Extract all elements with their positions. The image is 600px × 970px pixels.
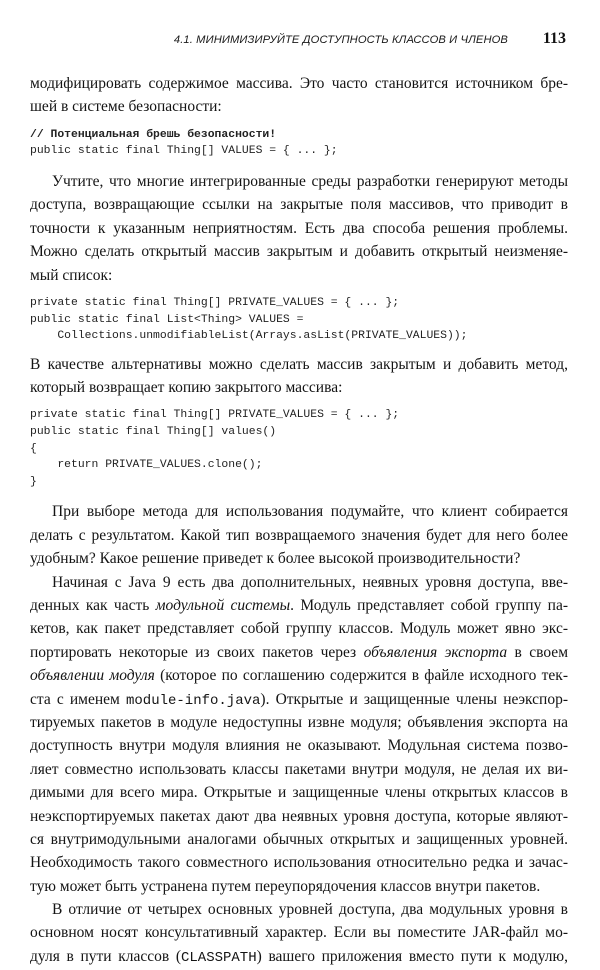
- text-line: При выборе метода для использования подумайте, что клиент собирается: [52, 503, 568, 521]
- text-line: В качестве альтернативы можно сделать массив закрытым и добавить метод,: [30, 355, 568, 373]
- text-line: неэкспортируемых пакетах дают два неявных уровня доступа, которые являют-: [30, 807, 568, 825]
- term-module-declaration: объявлении модуля: [30, 667, 155, 685]
- text-line: точности к указанным неприятностям. Есть два способа решения проблемы.: [30, 219, 568, 237]
- code-line: private static final Thing[] PRIVATE_VALUES = { ... };: [30, 409, 400, 422]
- text-line: модифицировать содержимое массива. Это часто становится источником бре-: [30, 75, 568, 92]
- text-line: шей в системе безопасности:: [30, 98, 222, 116]
- code-line: return PRIVATE_VALUES.clone();: [30, 459, 263, 472]
- code-line: public static final Thing[] VALUES = { ... };: [30, 145, 338, 158]
- text-line: ся внутримодульными аналогами обычных открытых и защищенных уровней.: [30, 830, 568, 848]
- code-classpath: CLASSPATH: [181, 949, 257, 966]
- code-line: }: [30, 475, 37, 488]
- text-line: делать с результатом. Какой тип возвращаемого значения будет для него более: [30, 526, 568, 544]
- text-line: мый список:: [30, 266, 113, 284]
- text-line: портировать некоторые из своих пакетов через объявления экспорта в своем: [30, 643, 568, 661]
- code-line: public static final List<Thing> VALUES =: [30, 313, 304, 326]
- paragraph-intro: [30, 72, 568, 119]
- text-line: объявлении модуля (которое по соглашению содержится в файле исходного тек-: [30, 667, 568, 685]
- text-line: основном носят консультативный характер. Если вы поместите JAR-файл мо-: [30, 924, 568, 942]
- text-line: который возвращает копию закрытого массива:: [30, 379, 343, 397]
- text-line: ляет совместно использовать классы пакетами внутри модуля, не делая их ви-: [30, 760, 568, 778]
- text-line: дуля в пути классов (CLASSPATH) вашего приложения вместо пути к модулю,: [30, 947, 568, 966]
- paragraph-choice: [30, 500, 568, 570]
- code-line: Collections.unmodifiableList(Arrays.asList(PRIVATE_VALUES));: [30, 330, 468, 343]
- page-number: 113: [542, 30, 566, 47]
- code-line: private static final Thing[] PRIVATE_VALUES = { ... };: [30, 296, 400, 309]
- text-line: Необходимость такого совместного использования относительно редка и зачас-: [30, 854, 568, 872]
- term-module-system: модульной системы: [155, 597, 291, 615]
- text-line: удобным? Какое решение приведет к более высокой производительности?: [30, 550, 521, 568]
- running-head: 4.1. МИНИМИЗИРУЙТЕ ДОСТУПНОСТЬ КЛАССОВ И ЧЛЕНОВ: [173, 34, 508, 46]
- code-line: public static final Thing[] values(): [30, 426, 277, 439]
- text-line: В отличие от четырех основных уровней доступа, два модульных уровня в: [52, 901, 568, 919]
- code-comment: // Потенциальная брешь безопасности!: [30, 128, 277, 141]
- paragraph-alternative: [30, 353, 568, 400]
- code-filename: module-info.java: [125, 692, 261, 709]
- paragraph-module-levels: [30, 898, 568, 968]
- text-line: доступность внутри модуля влияния не оказывают. Модульная система позво-: [30, 737, 568, 755]
- code-block-vulnerability: [30, 127, 568, 160]
- text-line: Учтите, что многие интегрированные среды разработки генерируют методы: [52, 172, 568, 190]
- text-line: доступа, возвращающие ссылки на закрытые поля массивов, что приводит в: [30, 196, 568, 214]
- text-line: димыми для всего мира. Открытые и защищенные члены открытых классов в: [30, 784, 568, 802]
- page-body: [30, 72, 568, 968]
- text-line: тируемых пакетов в модуле недоступны извне модуля; объявления экспорта на: [30, 713, 568, 731]
- text-line: Можно сделать открытый массив закрытым и добавить открытый неизменяе-: [30, 243, 568, 261]
- code-block-clone-method: [30, 407, 568, 490]
- code-line: {: [30, 442, 37, 455]
- code-block-unmodifiable-list: [30, 295, 568, 345]
- text-line: ста с именем module-info.java). Открытые и защищенные члены неэкспор-: [30, 690, 568, 709]
- text-line: Начиная с Java 9 есть два дополнительных, неявных уровня доступа, вве-: [52, 573, 568, 591]
- text-line: тую может быть устранена путем переупорядочения классов внутри пакетов.: [30, 877, 541, 895]
- text-line: кетов, как пакет представляет собой группу классов. Модуль может явно экс-: [30, 620, 568, 638]
- text-line: денных как часть модульной системы. Модуль представляет собой группу па-: [30, 597, 569, 615]
- paragraph-java9-modules: [30, 571, 568, 898]
- page-header: [30, 28, 568, 50]
- paragraph-ide-warning: [30, 170, 568, 287]
- term-export-declarations: объявления экспорта: [363, 643, 508, 661]
